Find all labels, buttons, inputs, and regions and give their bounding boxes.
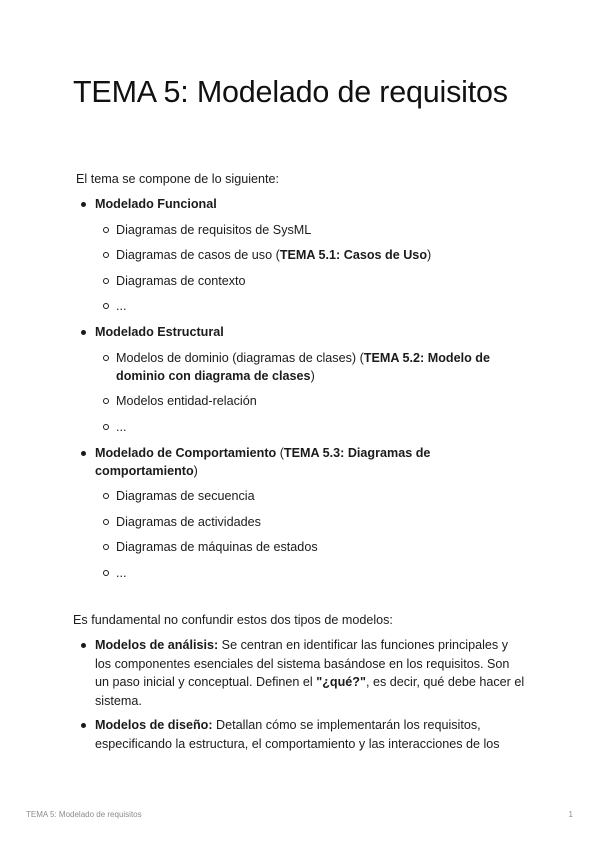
subtopic-item: [116, 297, 525, 315]
model-text-end: , es decir, qué debe hacer el sistema.: [95, 675, 525, 708]
model-label: Modelos de análisis:: [95, 638, 219, 652]
subtopic-text: Diagramas de contexto: [116, 273, 246, 288]
subtopic-item: [116, 538, 525, 556]
subtopic-text: ...: [116, 299, 127, 313]
topic-item-funcional: [95, 195, 525, 315]
subtopics-list: [95, 221, 525, 316]
model-text: Detallan cómo se implementarán los requisitos, especificando la estructura, el comportamiento y las interacciones de los: [95, 718, 500, 751]
page-title: TEMA 5: Modelado de requisitos: [73, 75, 508, 109]
subtopic-item: [116, 221, 525, 239]
topic-title: Modelado de Comportamiento: [95, 445, 277, 460]
intro-text: El tema se compone de lo siguiente:: [76, 172, 280, 186]
model-item-analisis: [95, 636, 525, 710]
page-number: 1: [568, 810, 573, 819]
footer-title: TEMA 5: Modelado de requisitos: [26, 810, 142, 819]
model-item-diseno: [95, 716, 525, 753]
subtopic-item: [116, 392, 525, 410]
subtopics-list: [95, 487, 525, 582]
topic-reference: TEMA 5.3: Diagramas de comportamiento: [95, 445, 431, 478]
subtopic-text: Modelos de dominio (diagramas de clases) (: [116, 350, 364, 365]
subtopic-text: Diagramas de actividades: [116, 514, 261, 529]
subtopic-text: ...: [116, 565, 127, 580]
topic-title-sep: (: [276, 445, 284, 460]
model-emphasis: "¿qué?": [316, 675, 366, 689]
subtopic-item: [116, 564, 525, 582]
subtopics-list: [95, 349, 525, 436]
subtopic-text: Diagramas de requisitos de SysML: [116, 222, 312, 237]
subtopic-item: [116, 246, 525, 264]
fundamental-paragraph: Es fundamental no confundir estos dos tipos de modelos:: [73, 613, 393, 627]
subtopic-text-end: ): [427, 248, 432, 262]
subtopic-reference: TEMA 5.2: Modelo de dominio con diagrama de clases: [116, 350, 490, 383]
model-label: Modelos de diseño:: [95, 718, 213, 732]
subtopic-item: [116, 513, 525, 531]
topic-title-end: ): [193, 463, 198, 478]
subtopic-text: Diagramas de secuencia: [116, 489, 255, 503]
subtopic-text-end: ): [310, 368, 315, 383]
subtopic-reference: TEMA 5.1: Casos de Uso: [279, 248, 428, 262]
subtopic-item: [116, 487, 525, 505]
subtopic-item: [116, 418, 525, 436]
topics-list: [95, 195, 525, 582]
subtopic-text: ...: [116, 419, 127, 434]
topic-title: Modelado Estructural: [95, 325, 224, 339]
models-list: [95, 636, 525, 753]
subtopic-item: [116, 272, 525, 290]
subtopic-item: [116, 349, 525, 385]
topic-title: Modelado Funcional: [95, 197, 217, 211]
subtopic-text: Diagramas de casos de uso (: [116, 248, 280, 262]
subtopic-text: Diagramas de máquinas de estados: [116, 540, 318, 554]
topic-item-estructural: [95, 323, 525, 436]
topic-item-comportamiento: [95, 444, 525, 582]
subtopic-text: Modelos entidad-relación: [116, 394, 257, 408]
model-text: Se centran en identificar las funciones principales y los componentes esenciales del sistema basándose en los requisitos. Son un paso inicial y conceptual. Definen el: [95, 638, 510, 689]
